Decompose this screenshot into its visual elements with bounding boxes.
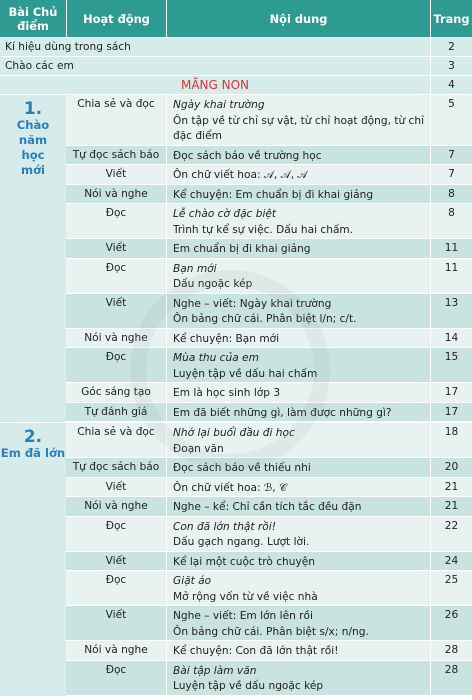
page-number: 13 [430,294,472,328]
table-row [66,383,472,403]
activity-cell: Viết [105,480,127,493]
content-line: Em chuẩn bị đi khai giảng [173,243,311,255]
activity-cell: Viết [105,554,127,567]
lesson-section [0,94,472,422]
content-line: Kể chuyện: Em chuẩn bị đi khai giảng [173,188,374,201]
page-number: 25 [430,571,472,605]
table-row [66,165,472,185]
content-cell [166,329,430,348]
content-cell [166,146,430,165]
content-cell [166,571,430,605]
content-line: Nhớ lại buổi đầu đi học [173,427,295,439]
unit-page: 4 [430,76,472,94]
content-line: Ôn bảng chữ cái. Phân biệt l/n; c/t. [173,313,357,325]
content-line: Ôn chữ viết hoa: ℬ, 𝒞 [173,481,287,494]
page-number: 21 [430,478,472,497]
page-number: 17 [430,383,472,402]
content-line: Đọc sách báo về trường học [173,149,322,162]
lesson-title: Em đã lớn [0,446,66,460]
lesson-cell [0,423,66,696]
content-line: Ôn tập về từ chỉ sự vật, từ chỉ hoạt động, từ chỉ đặc điểm [173,114,425,142]
activity-cell: Nói và nghe [84,644,148,656]
content-cell [166,185,430,204]
table-row [66,606,472,641]
content-line: Bài tập làm văn [173,664,257,677]
page-number: 28 [430,641,472,660]
content-line: Con đã lớn thật rồi! [173,520,276,533]
page-number: 11 [430,259,472,293]
content-line: Mở rộng vốn từ về việc nhà [173,590,318,603]
content-cell [166,606,430,640]
table-row [66,423,472,458]
content-cell [166,239,430,258]
table-row [66,571,472,606]
pre-row [0,37,472,56]
activity-cell: Đọc [105,207,127,219]
page-number: 11 [430,239,472,258]
page-number: 7 [430,165,472,184]
lesson-rows [66,95,472,422]
content-cell [166,95,430,145]
page-number: 22 [430,517,472,551]
page-number: 21 [430,497,472,516]
content-cell [166,497,430,516]
page-number: 8 [430,204,472,238]
content-cell [166,423,430,457]
content-cell [166,165,430,184]
content-line: Ngày khai trường [173,99,265,111]
table-row [66,478,472,498]
table-row [66,259,472,294]
activity-cell: Đọc [105,261,127,274]
pre-row [0,56,472,75]
header-activity: Hoạt động [66,0,166,37]
content-line: Em là học sinh lớp 3 [173,387,281,399]
table-row [66,294,472,329]
page-number: 14 [430,329,472,348]
lesson-title: Chào năm học mới [16,118,50,177]
table-header [0,0,472,37]
content-line: Ôn chữ viết hoa: 𝒜, 𝒜, 𝒜 [173,169,308,181]
activity-cell: Chia sẻ và đọc [77,98,155,110]
table-row [66,661,472,696]
page-number: 15 [430,348,472,382]
content-cell [166,478,430,497]
content-cell [166,552,430,571]
header-page: Trang [430,0,472,37]
header-content: Nội dung [166,0,430,37]
page-number: 28 [430,661,472,695]
table-row [66,403,472,423]
table-row [66,497,472,517]
activity-cell: Viết [105,242,127,254]
page-number: 20 [430,458,472,477]
activity-cell: Nói và nghe [84,331,148,344]
content-line: Luyện tập về dấu ngoặc kép [173,680,324,692]
content-line: Đoạn văn [173,442,224,455]
content-cell [166,403,430,422]
content-cell [166,348,430,382]
lessons-container [0,94,472,696]
pre-page: 3 [430,57,472,75]
pre-text: Kí hiệu dùng trong sách [5,41,131,53]
table-row [66,204,472,239]
table-row [66,348,472,383]
content-cell [166,294,430,328]
table-row [66,552,472,572]
page-number: 18 [430,423,472,457]
page-number: 26 [430,606,472,640]
unit-title: MĂNG NON [180,78,250,92]
page-number: 17 [430,403,472,422]
lesson-cell [0,95,66,422]
lesson-section [0,422,472,696]
table-row [66,458,472,478]
table-row [66,239,472,259]
activity-cell: Tự đánh giá [84,405,148,418]
content-line: Đọc sách báo về thiếu nhi [173,462,311,474]
activity-cell: Đọc [105,574,127,586]
activity-cell: Chia sẻ và đọc [77,426,155,438]
activity-cell: Viết [105,609,127,621]
header-lesson: Bài Chủ điểm [8,4,58,33]
page-number: 5 [430,95,472,145]
content-line: Kể chuyện: Con đã lớn thật rồi! [173,645,339,657]
lesson-number: 1. [23,99,43,119]
activity-cell: Nói và nghe [84,500,148,512]
activity-cell: Đọc [105,351,127,363]
activity-cell: Tự đọc sách báo [72,148,160,161]
table-row [66,95,472,146]
activity-cell: Đọc [105,663,127,676]
table-row [66,146,472,166]
page-number: 8 [430,185,472,204]
content-line: Nghe – viết: Ngày khai trường [173,297,332,310]
pre-page: 2 [430,38,472,56]
content-line: Em đã biết những gì, làm được những gì? [173,406,392,419]
content-cell [166,204,430,238]
content-cell [166,641,430,660]
content-line: Luyện tập về dấu hai chấm [173,367,318,380]
activity-cell: Góc sáng tạo [81,386,151,398]
content-cell [166,517,430,551]
content-line: Trình tự kể sự việc. Dấu hai chấm. [173,223,354,236]
content-line: Dấu gạch ngang. Lượt lời. [173,536,310,548]
table-row [66,329,472,349]
activity-cell: Nói và nghe [84,187,148,200]
lesson-rows [66,423,472,696]
content-line: Kể chuyện: Bạn mới [173,332,280,345]
content-line: Nghe – viết: Em lớn lên rồi [173,610,313,622]
content-line: Dấu ngoặc kép [173,278,253,290]
content-line: Ôn bảng chữ cái. Phân biệt s/x; n/ng. [173,625,369,638]
content-line: Mùa thu của em [173,352,259,364]
activity-cell: Tự đọc sách báo [72,461,160,473]
content-line: Giặt áo [173,575,212,587]
lesson-number: 2. [23,427,43,447]
table-row [66,185,472,205]
content-line: Bạn mới [173,262,217,275]
activity-cell: Viết [105,296,127,309]
page-number: 7 [430,146,472,165]
content-cell [166,383,430,402]
pre-text: Chào các em [5,60,74,72]
table-row [66,641,472,661]
content-line: Nghe – kể: Chỉ cần tích tắc đều đặn [173,501,362,513]
content-cell [166,458,430,477]
activity-cell: Viết [105,168,127,180]
activity-cell: Đọc [105,519,127,532]
table-row [66,517,472,552]
content-cell [166,661,430,695]
content-line: Lễ chào cờ đặc biệt [173,208,277,220]
page-number: 24 [430,552,472,571]
content-line: Kể lại một cuộc trò chuyện [173,555,315,568]
content-cell [166,259,430,293]
unit-row [0,75,472,94]
